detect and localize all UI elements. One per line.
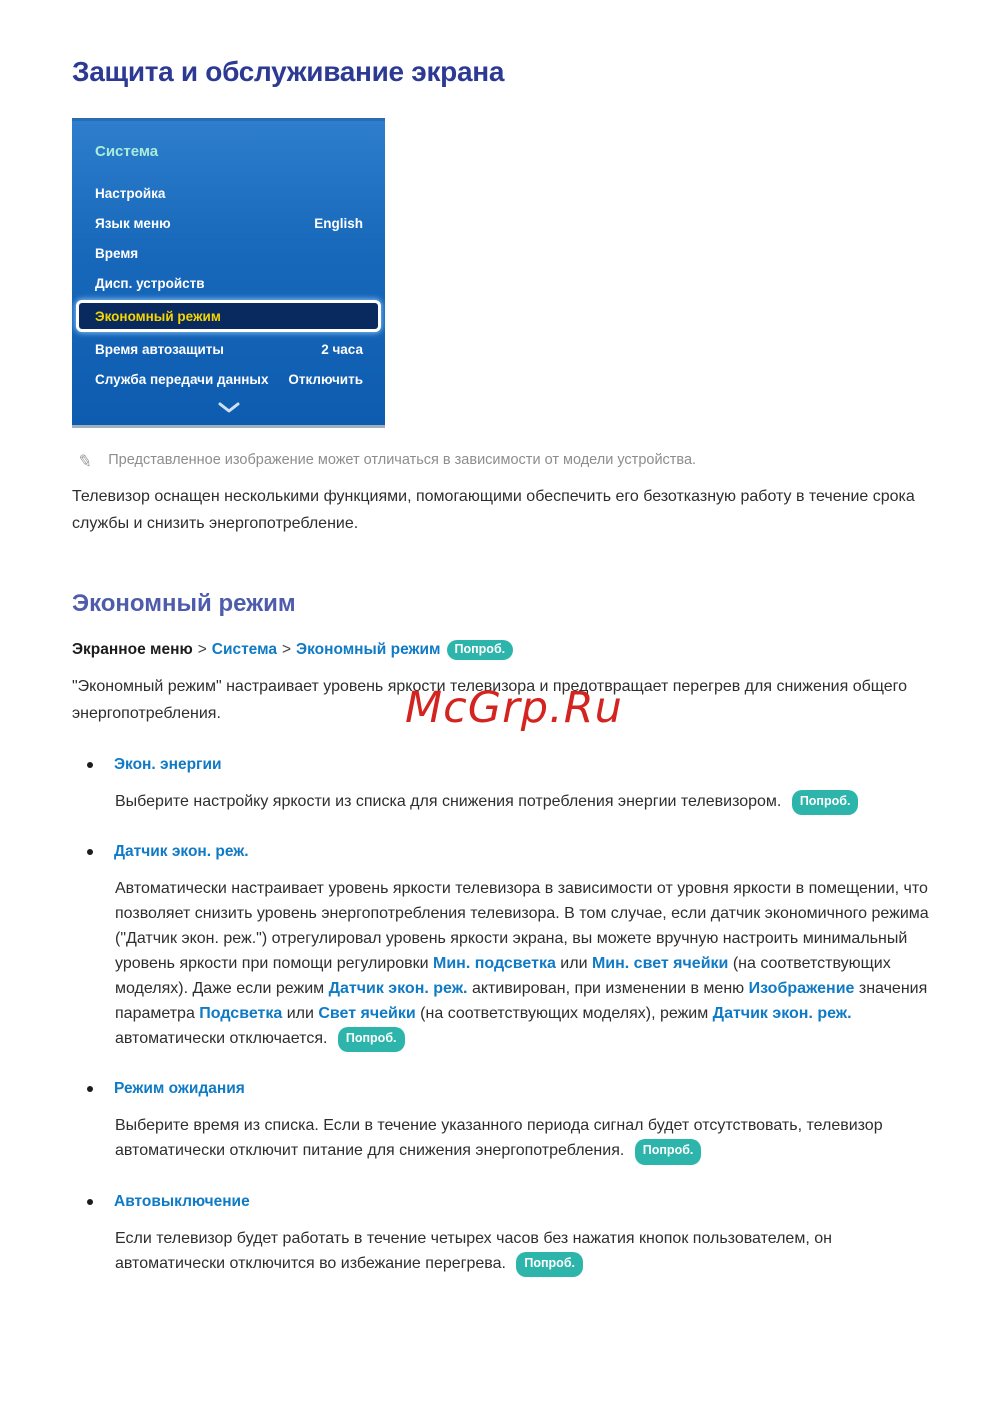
try-now-badge[interactable]: Попроб. — [447, 640, 514, 660]
tv-menu-item-label: Время — [95, 245, 139, 261]
watermark: McGrp.Ru — [405, 683, 623, 733]
inline-text: Если телевизор будет работать в течение четырех часов без нажатия кнопок пользователем, он автоматически отключится во избежание перегрева. — [115, 1229, 832, 1272]
breadcrumb-separator: > — [281, 640, 292, 658]
bullet-body — [115, 790, 930, 816]
tv-menu-item-data-service — [72, 364, 385, 394]
inline-text: значения параметра — [115, 979, 928, 1022]
tv-menu-item-auto-protection — [72, 334, 385, 364]
breadcrumb-root: Экранное меню — [72, 640, 193, 658]
tv-menu-item-label: Время автозащиты — [95, 341, 224, 357]
tv-menu-item-language — [72, 208, 385, 238]
bullet-icon — [87, 1199, 93, 1205]
try-now-badge[interactable]: Попроб. — [338, 1027, 405, 1053]
bullet-icon — [87, 762, 93, 768]
tv-menu-item-setup — [72, 178, 385, 208]
inline-text: Выберите время из списка. Если в течение указанного периода сигнал будет отсутствовать, телевизор автоматически отключит питание для снижения энергопотребления. — [115, 1117, 883, 1160]
inline-text: (на соответствующих моделях). Даже если режим — [115, 954, 891, 997]
tv-menu-item-label: Служба передачи данных — [95, 371, 269, 387]
tv-menu-item-eco-selected — [76, 300, 381, 332]
tv-menu-item-time — [72, 238, 385, 268]
bullet-title: Экон. энергии — [114, 755, 222, 773]
inline-text: активирован, при изменении в меню — [467, 979, 749, 997]
breadcrumb-link-system[interactable]: Система — [211, 640, 277, 658]
inline-text: или — [555, 954, 592, 972]
note-text: Представленное изображение может отличаться в зависимости от модели устройства. — [108, 452, 697, 468]
tv-menu-title: Система — [95, 143, 159, 160]
inline-text: Автоматически настраивает уровень яркости телевизора в зависимости от уровня яркости в помещении, что позволяет снизить уровень энергопотребления телевизора. В том случае, если датчик экономичного режима ("Датчик экон. реж.") отрегулировал уровень яркости экрана, вы можете вручную настроить минимальный уровень яркости при помощи регулировки — [115, 880, 929, 972]
section-heading: Экономный режим — [72, 589, 296, 617]
bullet-icon — [87, 849, 93, 855]
tv-menu-item-device-manager — [72, 268, 385, 298]
bullet-title: Датчик экон. реж. — [114, 843, 249, 860]
bullet-body — [115, 1227, 930, 1277]
pencil-icon: ✎ — [76, 450, 94, 473]
tv-menu-item-value: Отключить — [288, 371, 363, 387]
inline-term: Свет ячейки — [318, 1004, 416, 1022]
list-item-auto-power-off — [72, 1193, 930, 1277]
chevron-down-icon — [72, 394, 385, 419]
breadcrumb-separator: > — [197, 640, 207, 658]
section-description: "Экономный режим" настраивает уровень яркости телевизора и предотвращает перегрев для снижения общего энергопотребления. — [72, 677, 908, 722]
inline-term: Мин. подсветка — [433, 954, 556, 972]
inline-term: Датчик экон. реж. — [712, 1004, 852, 1022]
inline-text: автоматически отключается. — [115, 1029, 332, 1047]
inline-text: или — [282, 1004, 319, 1022]
tv-menu-item-label: Настройка — [95, 185, 166, 201]
list-item-energy-saving — [72, 756, 930, 816]
try-now-badge[interactable]: Попроб. — [516, 1252, 583, 1278]
try-now-badge[interactable]: Попроб. — [792, 790, 859, 816]
bullet-icon — [87, 1086, 93, 1092]
note-row — [76, 450, 930, 473]
list-item-eco-sensor — [72, 843, 930, 1052]
tv-menu-item-label: Дисп. устройств — [95, 275, 205, 291]
tv-menu-item-value: 2 часа — [321, 341, 363, 357]
intro-paragraph: Телевизор оснащен несколькими функциями, помогающими обеспечить его безотказную работу в течение срока службы и снизить энергопотребление. — [72, 488, 915, 532]
tv-menu-item-label: Язык меню — [95, 215, 171, 231]
tv-menu-screenshot — [72, 118, 385, 428]
bullet-body — [115, 877, 930, 1052]
breadcrumb — [72, 640, 930, 660]
try-now-badge[interactable]: Попроб. — [635, 1139, 702, 1165]
list-item-standby-mode — [72, 1080, 930, 1164]
tv-menu-item-label: Экономный режим — [95, 308, 221, 324]
inline-term: Изображение — [748, 979, 855, 997]
inline-term: Подсветка — [199, 1004, 283, 1022]
inline-text: Выберите настройку яркости из списка для снижения потребления энергии телевизором. — [115, 792, 786, 810]
bullet-title: Режим ожидания — [114, 1080, 245, 1098]
breadcrumb-link-eco-mode[interactable]: Экономный режим — [296, 640, 441, 658]
inline-term: Мин. свет ячейки — [591, 954, 729, 972]
page-title: Защита и обслуживание экрана — [72, 56, 505, 87]
inline-term: Датчик экон. реж. — [328, 979, 468, 997]
tv-menu-item-value: English — [314, 215, 363, 231]
bullet-title: Автовыключение — [114, 1192, 250, 1210]
bullet-body — [115, 1114, 930, 1164]
inline-text: (на соответствующих моделях), режим — [415, 1004, 713, 1022]
